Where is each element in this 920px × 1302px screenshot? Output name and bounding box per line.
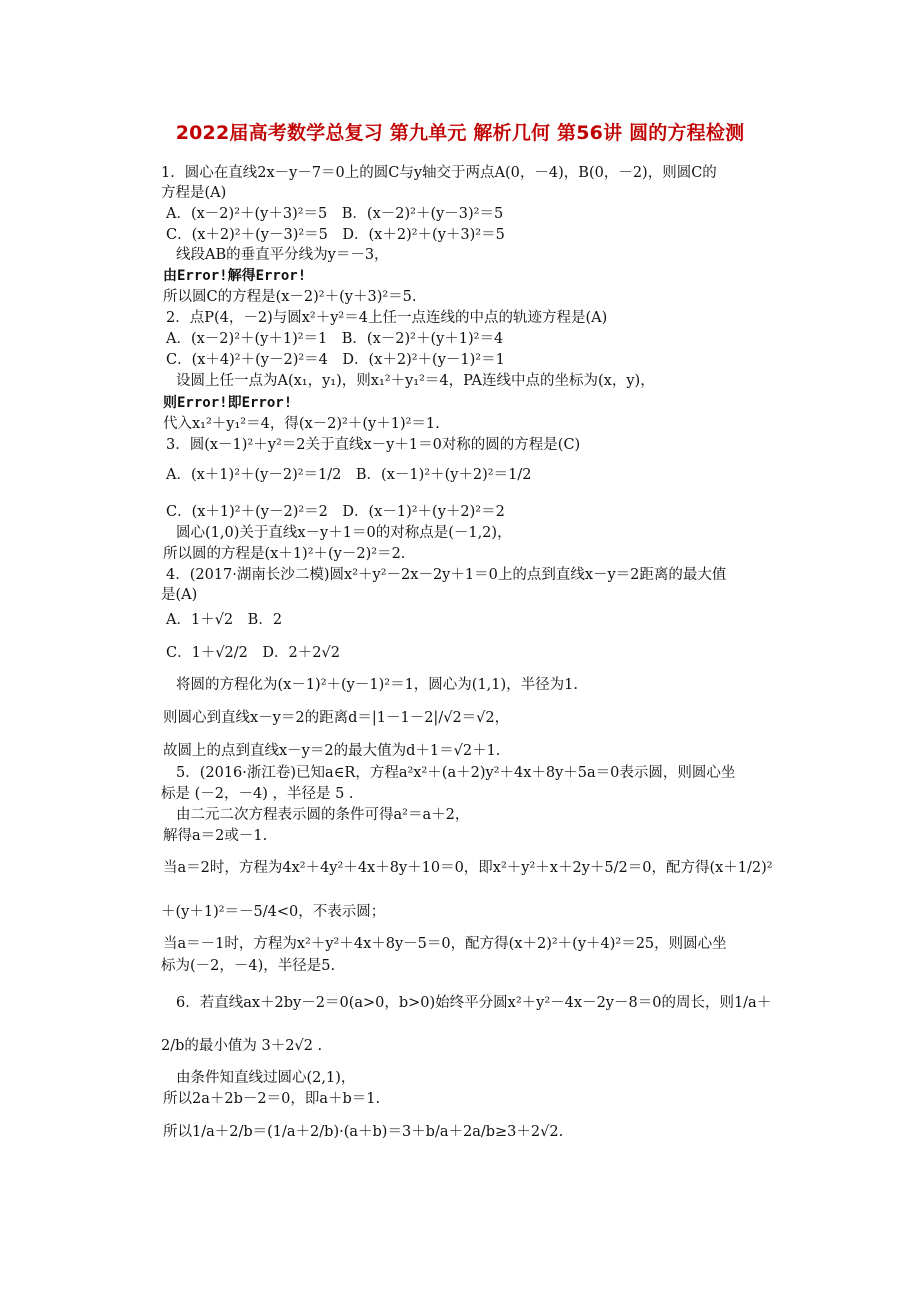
q3-solution-2: 所以圆的方程是(x＋1)²＋(y－2)²＝2. (163, 546, 406, 562)
q4-solution-1: 将圆的方程化为(x－1)²＋(y－1)²＝1，圆心为(1,1)，半径为1. (176, 677, 579, 693)
q6-line-1: 6．若直线ax＋2by－2＝0(a>0，b>0)始终平分圆x²＋y²－4x－2y－8＝0的周长，则1/a＋ (176, 995, 772, 1011)
q5-solution-5: 当a＝－1时，方程为x²＋y²＋4x＋8y－5＝0，配方得(x＋2)²＋(y＋4)²＝25，则圆心坐 (163, 936, 727, 952)
q1-line-2: 方程是(A) (161, 185, 227, 201)
q2-options-cd: C．(x＋4)²＋(y－2)²＝4 D．(x＋2)²＋(y－1)²＝1 (166, 352, 505, 368)
page-title: 2022届高考数学总复习 第九单元 解析几何 第56讲 圆的方程检测 (175, 122, 745, 144)
q4-options-ab: A．1＋√2 B．2 (166, 612, 283, 628)
q4-line-2: 是(A) (161, 587, 198, 603)
q3-solution-1: 圆心(1,0)关于直线x－y＋1＝0的对称点是(－1,2)， (176, 525, 512, 541)
q4-options-cd: C．1＋√2/2 D．2＋2√2 (166, 645, 340, 661)
q5-solution-4: ＋(y＋1)²＝－5/4<0，不表示圆； (161, 904, 386, 920)
q2-solution-3: 代入x₁²＋y₁²＝4，得(x－2)²＋(y＋1)²＝1. (163, 416, 440, 432)
q5-line-2: 标是 (－2，－4) ，半径是 5 . (161, 786, 354, 802)
q6-line-2: 2/b的最小值为 3＋2√2 . (161, 1038, 323, 1054)
q5-line-1: 5．(2016·浙江卷)已知a∈R，方程a²x²＋(a＋2)y²＋4x＋8y＋5a＝0表示圆，则圆心坐 (176, 765, 736, 781)
q5-solution-6: 标为(－2，－4)，半径是5. (161, 958, 336, 974)
q3-line-1: 3．圆(x－1)²＋y²＝2关于直线x－y＋1＝0对称的圆的方程是(C) (166, 437, 581, 453)
q1-options-ab: A．(x－2)²＋(y＋3)²＝5 B．(x－2)²＋(y－3)²＝5 (166, 206, 504, 222)
q1-line-1: 1．圆心在直线2x－y－7＝0上的圆C与y轴交于两点A(0，－4)，B(0，－2)，则圆C的 (161, 165, 717, 181)
q1-solution-2: 由Error!解得Error! (163, 268, 307, 284)
q2-solution-1: 设圆上任一点为A(x₁，y₁)，则x₁²＋y₁²＝4，PA连线中点的坐标为(x，y)， (176, 373, 655, 389)
q3-options-ab: A．(x＋1)²＋(y－2)²＝1/2 B．(x－1)²＋(y＋2)²＝1/2 (166, 467, 532, 483)
q2-line-1: 2．点P(4，－2)与圆x²＋y²＝4上任一点连线的中点的轨迹方程是(A) (166, 310, 608, 326)
q1-options-cd: C．(x＋2)²＋(y－3)²＝5 D．(x＋2)²＋(y＋3)²＝5 (166, 227, 505, 243)
q2-solution-2: 则Error!即Error! (163, 395, 293, 411)
q4-line-1: 4．(2017·湖南长沙二模)圆x²＋y²－2x－2y＋1＝0上的点到直线x－y＝2距离的最大值 (166, 567, 727, 583)
q5-solution-3: 当a＝2时，方程为4x²＋4y²＋4x＋8y＋10＝0，即x²＋y²＋x＋2y＋5/2＝0，配方得(x＋1/2)² (163, 860, 773, 876)
q6-solution-1: 由条件知直线过圆心(2,1)， (176, 1070, 356, 1086)
q2-options-ab: A．(x－2)²＋(y＋1)²＝1 B．(x－2)²＋(y＋1)²＝4 (166, 331, 504, 347)
q4-solution-3: 故圆上的点到直线x－y＝2的最大值为d＋1＝√2＋1. (163, 743, 501, 759)
q1-solution-1: 线段AB的垂直平分线为y＝－3， (176, 247, 389, 263)
q3-options-cd: C．(x＋1)²＋(y－2)²＝2 D．(x－1)²＋(y＋2)²＝2 (166, 504, 505, 520)
q6-solution-3: 所以1/a＋2/b＝(1/a＋2/b)·(a＋b)＝3＋b/a＋2a/b≥3＋2√2. (163, 1124, 564, 1140)
q4-solution-2: 则圆心到直线x－y＝2的距离d＝|1－1－2|/√2＝√2， (163, 710, 510, 726)
q6-solution-2: 所以2a＋2b－2＝0，即a＋b＝1. (163, 1091, 381, 1107)
q5-solution-2: 解得a＝2或－1. (163, 828, 268, 844)
q5-solution-1: 由二元二次方程表示圆的条件可得a²＝a＋2， (176, 807, 470, 823)
q1-solution-3: 所以圆C的方程是(x－2)²＋(y＋3)²＝5. (163, 289, 417, 305)
